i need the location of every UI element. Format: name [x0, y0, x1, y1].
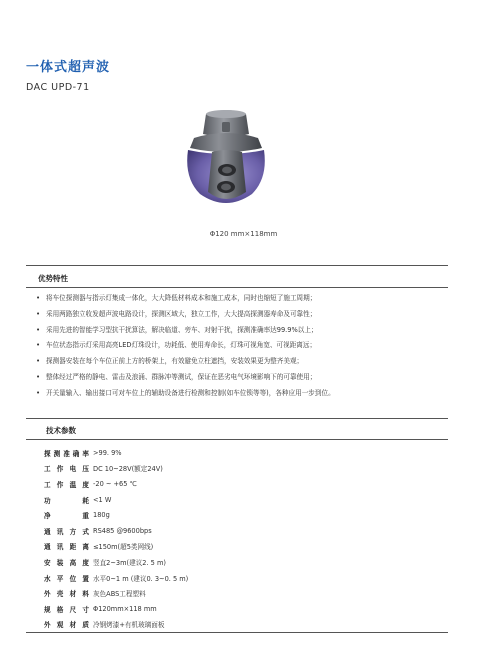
- bullet-icon: •: [36, 372, 41, 381]
- bullet-icon: •: [36, 357, 41, 366]
- spec-value: 180g: [93, 511, 110, 520]
- spec-table: [44, 445, 188, 632]
- product-model: DAC UPD-71: [26, 82, 90, 93]
- feature-list: [34, 292, 454, 403]
- spec-key: 通讯方式: [44, 527, 89, 536]
- page-title: 一体式超声波: [26, 60, 111, 75]
- bullet-icon: •: [36, 341, 41, 350]
- table-row: [44, 523, 188, 539]
- list-item: [34, 355, 454, 371]
- spec-value: <1 W: [93, 495, 112, 504]
- table-row: [44, 585, 188, 601]
- spec-value: RS485 @9600bps: [93, 526, 152, 535]
- product-image: [172, 108, 280, 218]
- bullet-icon: •: [36, 325, 41, 334]
- list-item: [34, 371, 454, 387]
- dimension-caption: Φ120 mm×118mm: [209, 230, 278, 238]
- spec-value: 灰色ABS工程塑料: [93, 590, 146, 599]
- table-row: [44, 570, 188, 586]
- spec-value: ≤150m(超5类网线): [93, 543, 154, 552]
- spec-key: 功耗: [44, 496, 89, 505]
- table-row: [44, 601, 188, 617]
- table-row: [44, 445, 188, 461]
- bullet-icon: •: [36, 388, 41, 397]
- spec-key: 外壳材料: [44, 590, 89, 599]
- spec-value: -20 ~ +65 ℃: [93, 479, 137, 488]
- bullet-icon: •: [36, 294, 41, 302]
- table-row: [44, 461, 188, 477]
- section-divider: [26, 287, 448, 288]
- bullet-icon: •: [36, 309, 41, 318]
- spec-key: 探测准确率: [44, 449, 89, 458]
- feature-text: 开关量输入、输出接口可对车位上的辅助设备进行检测和控制(如车位锁等等)，各种应用一步到位。: [46, 388, 335, 397]
- table-row: [44, 539, 188, 555]
- spec-value: DC 10~28V(额定24V): [93, 465, 163, 474]
- spec-key: 水平位置: [44, 574, 89, 583]
- specs-section-title: 技术参数: [46, 426, 76, 435]
- features-section-title: 优势特性: [38, 274, 68, 283]
- list-item: [34, 292, 454, 308]
- feature-text: 车位状态指示灯采用高亮LED灯珠设计，功耗低、使用寿命长，灯珠可视角宽、可视距离远；: [46, 341, 317, 350]
- list-item: [34, 324, 454, 340]
- section-divider: [26, 418, 448, 419]
- spec-key: 净重: [44, 512, 89, 521]
- spec-value: >99. 9%: [93, 448, 122, 457]
- spec-key: 通讯距离: [44, 543, 89, 552]
- list-item: [34, 387, 454, 403]
- section-divider: [26, 632, 448, 633]
- section-divider: [26, 265, 448, 266]
- spec-value: Φ120mm×118 mm: [93, 604, 157, 613]
- table-row: [44, 492, 188, 508]
- feature-text: 采用先进的智能学习型抗干扰算法，解决临道、旁车、对射干扰，探测准确率达99.9%以上；: [46, 325, 318, 334]
- table-row: [44, 554, 188, 570]
- feature-text: 探测器安装在每个车位正前上方的桥架上，有效避免立柱遮挡，安装效果更为整齐美观；: [46, 357, 304, 366]
- spec-value: 水平0~1 m (建议0. 3~0. 5 m): [93, 574, 189, 583]
- feature-text: 采用两路独立收发超声波电路设计，探测区域大，独立工作，大大提高探测器寿命及可靠性；: [46, 309, 317, 318]
- spec-value: 竖直2~3m(建议2. 5 m): [93, 558, 166, 567]
- spec-key: 工作温度: [44, 480, 89, 489]
- table-row: [44, 507, 188, 523]
- list-item: [34, 339, 454, 355]
- spec-key: 外观材质: [44, 621, 89, 630]
- list-item: [34, 308, 454, 324]
- table-row: [44, 617, 188, 633]
- spec-value: 冷钢烤漆+有机玻璃面板: [93, 621, 165, 630]
- feature-text: 整体经过严格的静电、雷击及浪涌、群脉冲等测试，保证在恶劣电气环境影响下的可靠使用；: [46, 372, 317, 381]
- spec-key: 工作电压: [44, 465, 89, 474]
- table-row: [44, 476, 188, 492]
- spec-key: 规格尺寸: [44, 605, 89, 614]
- spec-key: 安装高度: [44, 558, 89, 567]
- section-divider: [26, 439, 448, 440]
- feature-text: 将车位探测器与指示灯集成一体化，大大降低材料成本和施工成本，同时也缩短了施工周期；: [46, 294, 317, 302]
